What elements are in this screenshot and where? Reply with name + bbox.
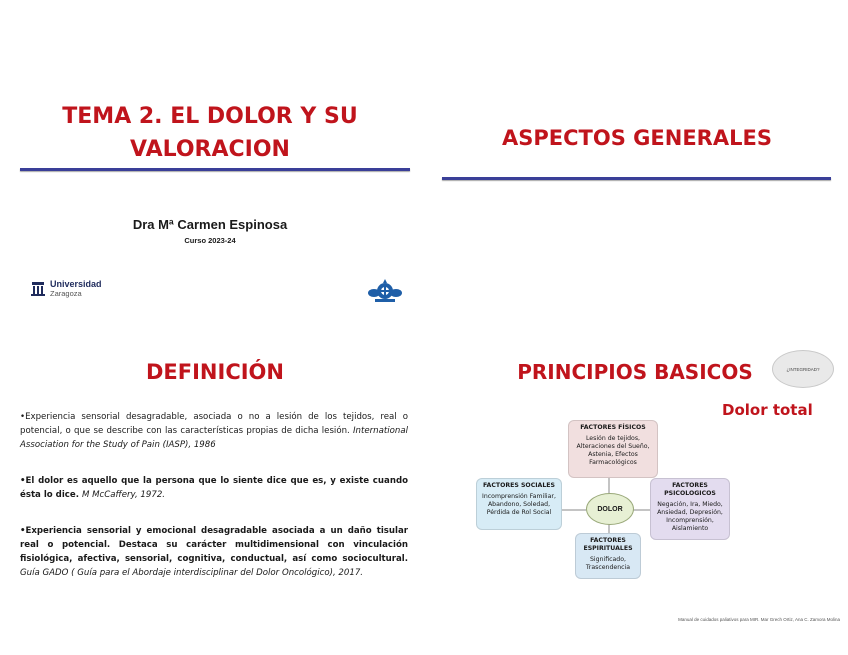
slide1-title-rule	[20, 168, 410, 171]
definition-1-text: •Experiencia sensorial desagradable, asociada o no a lesión de los tejidos, real o potencial, o que se describe con las características propias de dicha lesión.	[20, 412, 408, 436]
factor-box-fisicos	[568, 420, 658, 478]
definition-2	[20, 474, 408, 502]
definition-3	[20, 524, 408, 580]
school-seal-icon	[367, 277, 403, 310]
factor-body-espirituales: Significado, Trascendencia	[585, 556, 631, 571]
slide3-title: DEFINICIÓN	[146, 360, 284, 384]
factor-body-sociales: Incomprensión Familiar, Abandono, Soledad, Pérdida de Rol Social	[482, 493, 556, 516]
definition-3-text: •Experiencia sensorial y emocional desagradable asociada a un daño tisular real o potencial. Destaca su carácter multidimensional con vinculación fisiológica, afectiva, sensorial, cognitiva, conductual, así como sociocultural.	[20, 526, 408, 564]
definition-2-text: •El dolor es aquello que la persona que lo siente dice que es, y existe cuando ésta lo dice.	[20, 476, 408, 500]
factor-title-espirituales: FACTORES ESPIRITUALES	[583, 537, 633, 552]
university-emblem-icon	[30, 281, 46, 297]
factor-title-sociales: FACTORES SOCIALES	[483, 482, 555, 489]
definition-3-source: Guía GADO ( Guía para el Abordaje interdisciplinar del Dolor Oncológico), 2017.	[20, 568, 364, 578]
factor-box-sociales	[476, 478, 562, 530]
slide1-title: TEMA 2. EL DOLOR Y SU VALORACION	[62, 104, 358, 162]
dolor-center-node: DOLOR	[586, 493, 634, 525]
factor-body-psicologicos: Negación, Ira, Miedo, Ansiedad, Depresión, Incomprensión, Aislamiento	[657, 501, 723, 532]
question-bubble: ¿INTEGRIDAD?	[772, 350, 834, 388]
definition-1	[20, 410, 408, 452]
factor-title-psicologicos: FACTORES PSICOLOGICOS	[664, 482, 716, 497]
factor-body-fisicos: Lesión de tejidos, Alteraciones del Sueño, Astenia, Efectos Farmacológicos	[576, 435, 650, 466]
author-name: Dra Mª Carmen Espinosa	[132, 217, 288, 232]
definition-1-source: International Association for the Study of Pain (IASP), 1986	[20, 426, 409, 450]
university-name: Universidad	[50, 279, 102, 289]
factor-box-espirituales	[575, 533, 641, 579]
university-city: Zaragoza	[50, 289, 82, 298]
slide4-title: PRINCIPIOS BASICOS	[517, 360, 753, 384]
course-label: Curso 2023-24	[184, 236, 236, 245]
slide2-title-rule	[442, 177, 831, 180]
factor-title-fisicos: FACTORES FÍSICOS	[580, 424, 646, 431]
definition-2-source: M McCaffery, 1972.	[81, 490, 166, 500]
total-pain-label: Dolor total	[722, 401, 813, 419]
slide2-title: ASPECTOS GENERALES	[502, 126, 772, 150]
factor-box-psicologicos	[650, 478, 730, 540]
reference-footnote: Manual de cuidados paliativos para MIR. Mar Grech Ortiz, Ana C. Zamora Molina	[678, 617, 840, 622]
university-logo	[30, 280, 102, 298]
